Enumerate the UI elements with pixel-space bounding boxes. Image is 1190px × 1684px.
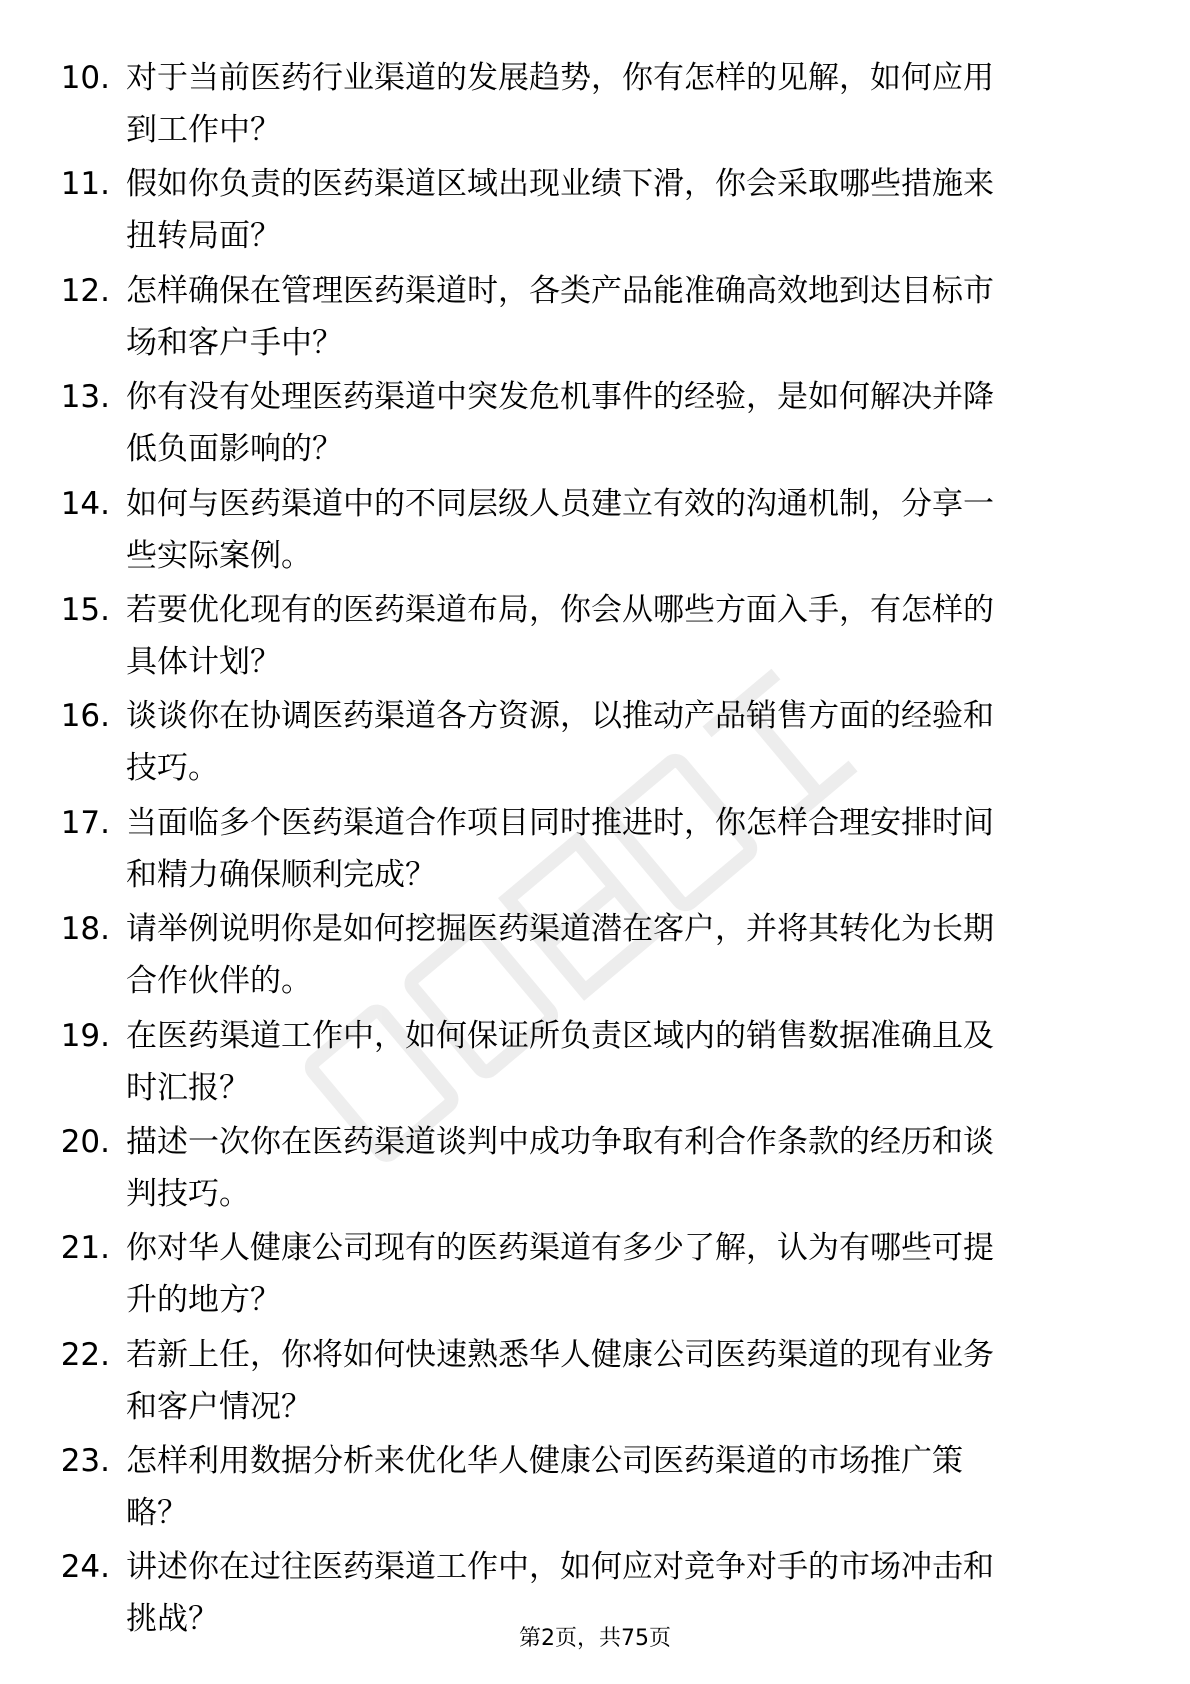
question-text: 若要优化现有的医药渠道布局，你会从哪些方面入手，有怎样的 具体计划？ <box>126 591 994 680</box>
list-item <box>0 690 1190 796</box>
question-number: 23. <box>60 1443 110 1480</box>
list-item <box>0 797 1190 903</box>
question-text: 讲述你在过往医药渠道工作中，如何应对竞争对手的市场冲击和 挑战？ <box>126 1549 994 1638</box>
question-text: 请举例说明你是如何挖掘医药渠道潜在客户，并将其转化为长期 合作伙伴的。 <box>126 911 994 1000</box>
list-item <box>0 478 1190 584</box>
question-text: 若新上任，你将如何快速熟悉华人健康公司医药渠道的现有业务 和客户情况？ <box>126 1336 994 1425</box>
question-number: 20. <box>60 1123 110 1160</box>
list-item <box>0 158 1190 264</box>
question-list <box>0 52 1190 1648</box>
question-number: 13. <box>60 379 110 416</box>
question-number: 21. <box>60 1230 110 1267</box>
question-number: 17. <box>60 804 110 841</box>
list-item <box>0 1435 1190 1541</box>
question-number: 24. <box>60 1549 110 1586</box>
question-text: 怎样确保在管理医药渠道时，各类产品能准确高效地到达目标市 场和客户手中？ <box>126 272 994 361</box>
question-text: 假如你负责的医药渠道区域出现业绩下滑，你会采取哪些措施来 扭转局面？ <box>126 166 994 255</box>
list-item <box>0 584 1190 690</box>
question-number: 12. <box>60 272 110 309</box>
list-item <box>0 265 1190 371</box>
page-number: 第2页，共75页 <box>519 1626 671 1651</box>
question-number: 16. <box>60 698 110 735</box>
question-text: 对于当前医药行业渠道的发展趋势，你有怎样的见解，如何应用 到工作中？ <box>126 60 994 148</box>
question-text: 谈谈你在协调医药渠道各方资源，以推动产品销售方面的经验和 技巧。 <box>126 698 994 787</box>
list-item <box>0 52 1190 158</box>
list-item <box>0 1010 1190 1116</box>
list-item <box>0 903 1190 1009</box>
question-text: 描述一次你在医药渠道谈判中成功争取有利合作条款的经历和谈 判技巧。 <box>126 1123 994 1212</box>
list-item <box>0 1329 1190 1435</box>
question-text: 你对华人健康公司现有的医药渠道有多少了解，认为有哪些可提 升的地方？ <box>126 1230 994 1319</box>
question-number: 11. <box>60 166 110 203</box>
question-text: 怎样利用数据分析来优化华人健康公司医药渠道的市场推广策 略？ <box>126 1443 963 1532</box>
list-item <box>0 371 1190 477</box>
question-number: 15. <box>60 591 110 628</box>
question-number: 14. <box>60 485 110 522</box>
question-number: 22. <box>60 1336 110 1373</box>
question-number: 19. <box>60 1017 110 1054</box>
question-text: 在医药渠道工作中，如何保证所负责区域内的销售数据准确且及 时汇报？ <box>126 1017 994 1106</box>
question-text: 如何与医药渠道中的不同层级人员建立有效的沟通机制，分享一 些实际案例。 <box>126 485 994 574</box>
question-text: 当面临多个医药渠道合作项目同时推进时，你怎样合理安排时间 和精力确保顺利完成？ <box>126 804 994 893</box>
question-text: 你有没有处理医药渠道中突发危机事件的经验，是如何解决并降 低负面影响的？ <box>126 379 994 468</box>
list-item <box>0 1222 1190 1328</box>
list-item <box>0 1116 1190 1222</box>
question-number: 10. <box>60 60 110 96</box>
question-number: 18. <box>60 911 110 948</box>
